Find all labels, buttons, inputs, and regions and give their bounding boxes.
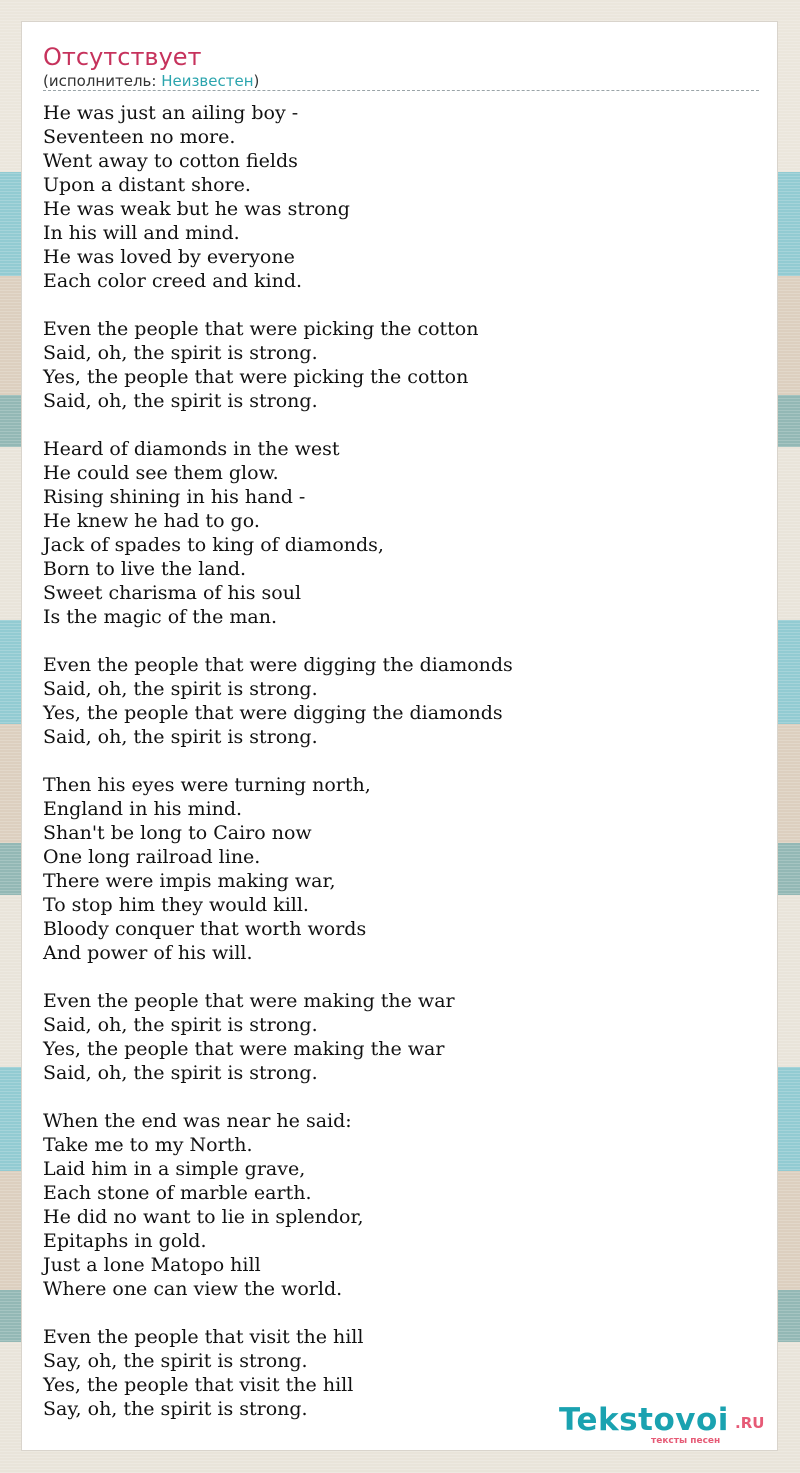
lyrics-line: Take me to my North. (43, 1134, 253, 1156)
lyrics-blank-line (43, 965, 513, 989)
lyrics-blank-line (43, 1301, 513, 1325)
lyrics-line: Yes, the people that were digging the diamonds (43, 702, 503, 724)
lyrics-card (21, 21, 778, 1451)
lyrics-line: Even the people that were picking the cotton (43, 318, 479, 340)
lyrics-line: Went away to cotton fields (43, 150, 298, 172)
lyrics-line: Sweet charisma of his soul (43, 582, 302, 604)
lyrics-line: To stop him they would kill. (43, 894, 309, 916)
lyrics-line: Even the people that were digging the diamonds (43, 654, 513, 676)
artist-link[interactable]: Неизвестен (161, 72, 254, 90)
lyrics-line: Said, oh, the spirit is strong. (43, 678, 318, 700)
lyrics-line: He was loved by everyone (43, 246, 295, 268)
lyrics-line: Where one can view the world. (43, 1278, 343, 1300)
lyrics-line: He knew he had to go. (43, 510, 260, 532)
lyrics-line: Bloody conquer that worth words (43, 918, 367, 940)
lyrics-line: One long railroad line. (43, 846, 261, 868)
lyrics-line: Laid him in a simple grave, (43, 1158, 306, 1180)
lyrics-line: Just a lone Matopo hill (43, 1254, 261, 1276)
site-logo[interactable] (559, 1402, 769, 1448)
lyrics-blank-line (43, 1085, 513, 1109)
lyrics-line: Say, oh, the spirit is strong. (43, 1350, 308, 1372)
lyrics-line: Each color creed and kind. (43, 270, 303, 292)
lyrics-blank-line (43, 749, 513, 773)
logo-tld: .RU (735, 1414, 765, 1432)
lyrics-line: He did no want to lie in splendor, (43, 1206, 364, 1228)
lyrics-line: Heard of diamonds in the west (43, 438, 340, 460)
lyrics-line: In his will and mind. (43, 222, 240, 244)
logo-tagline: тексты песен (651, 1436, 721, 1446)
lyrics-text (43, 101, 513, 1421)
logo-name: Tekstovoi (559, 1402, 729, 1438)
lyrics-line: Upon a distant shore. (43, 174, 251, 196)
lyrics-line: Each stone of marble earth. (43, 1182, 312, 1204)
lyrics-line: Epitaphs in gold. (43, 1230, 207, 1252)
lyrics-line: Yes, the people that were picking the cotton (43, 366, 469, 388)
lyrics-blank-line (43, 413, 513, 437)
lyrics-line: Said, oh, the spirit is strong. (43, 390, 318, 412)
byline-suffix: ) (253, 72, 260, 90)
lyrics-line: Yes, the people that were making the war (43, 1038, 445, 1060)
lyrics-line: Said, oh, the spirit is strong. (43, 1014, 318, 1036)
song-title: Отсутствует (43, 43, 202, 71)
artist-byline (43, 72, 259, 90)
lyrics-line: Said, oh, the spirit is strong. (43, 726, 318, 748)
lyrics-line: Said, oh, the spirit is strong. (43, 1062, 318, 1084)
lyrics-line: Said, oh, the spirit is strong. (43, 342, 318, 364)
lyrics-line: When the end was near he said: (43, 1110, 352, 1132)
lyrics-line: Seventeen no more. (43, 126, 236, 148)
lyrics-line: He could see them glow. (43, 462, 279, 484)
lyrics-line: And power of his will. (43, 942, 253, 964)
lyrics-blank-line (43, 293, 513, 317)
lyrics-line: Even the people that visit the hill (43, 1326, 364, 1348)
lyrics-line: Even the people that were making the war (43, 990, 455, 1012)
title-divider (43, 90, 759, 91)
lyrics-line: England in his mind. (43, 798, 243, 820)
lyrics-blank-line (43, 629, 513, 653)
lyrics-line: Then his eyes were turning north, (43, 774, 371, 796)
byline-prefix: (исполнитель: (43, 72, 162, 90)
lyrics-line: He was weak but he was strong (43, 198, 350, 220)
lyrics-line: Born to live the land. (43, 558, 247, 580)
lyrics-line: Rising shining in his hand - (43, 486, 306, 508)
lyrics-line: Say, oh, the spirit is strong. (43, 1398, 308, 1420)
lyrics-line: Shan't be long to Cairo now (43, 822, 312, 844)
lyrics-line: Jack of spades to king of diamonds, (43, 534, 384, 556)
lyrics-line: Is the magic of the man. (43, 606, 278, 628)
lyrics-line: There were impis making war, (43, 870, 336, 892)
lyrics-line: He was just an ailing boy - (43, 102, 299, 124)
lyrics-line: Yes, the people that visit the hill (43, 1374, 354, 1396)
